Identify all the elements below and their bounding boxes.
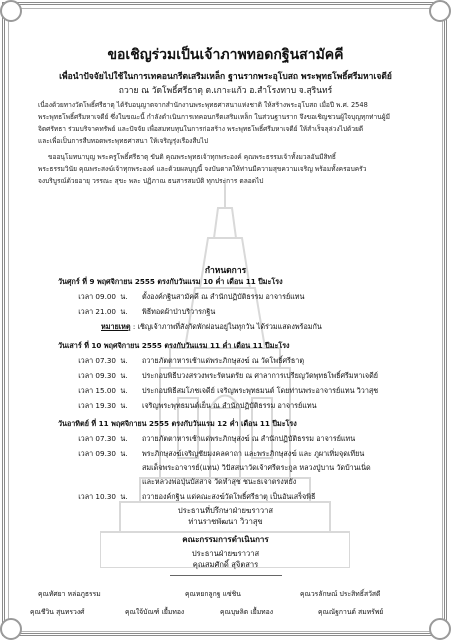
page-title: ขอเชิญร่วมเป็นเจ้าภาพทอดกฐินสามัคคี bbox=[107, 47, 344, 63]
schedule-unit: น. bbox=[120, 386, 128, 395]
schedule-time: เวลา 19.30 bbox=[78, 401, 116, 410]
schedule-row bbox=[76, 463, 371, 474]
signature-role: ประธานฝ่ายฆราวาส bbox=[191, 549, 260, 558]
signature-name: ท่านราชพัฒนา วิวาสุข bbox=[188, 517, 263, 526]
schedule-desc: ถวายภัตตาหารเช้าแด่พระภิกษุสงฆ์ ณ วัดโพธิ์ศรีธาตุ bbox=[142, 356, 305, 365]
corner-ornament bbox=[0, 618, 22, 640]
schedule-unit: น. bbox=[120, 434, 128, 443]
schedule-row bbox=[76, 434, 355, 445]
schedule-time: เวลา 07.30 bbox=[78, 356, 116, 365]
body-paragraph-line: พระพุทธโพธิ์ศรีมหาเจดีย์ ซึ่งในขณะนี้ กำลังดำเนินการเทคอนกรีตเสริมเหล็ก ในส่วนฐานราก จึงขอเชิญชวนผู้ใจบุญทุกท่านผู้มี bbox=[38, 113, 390, 121]
schedule-desc: ถวายภัตตาหารเช้าแด่พระภิกษุสงฆ์ ณ สำนักปฏิบัติธรรม อาจารย์แทน bbox=[142, 434, 356, 443]
schedule-time: เวลา 07.30 bbox=[78, 434, 116, 443]
schedule-note bbox=[101, 322, 322, 333]
day-heading: วันศุกร์ ที่ 9 พฤศจิกายน 2555 ตรงกับวันแรม 10 ค่ำ เดือน 11 ปีมะโรง bbox=[58, 277, 283, 286]
page-subtitle: เพื่อนำปัจจัยไปใช้ในการเทคอนกรีตเสริมเหล็ก ฐานรากพระอุโบสถ พระพุทธโพธิ์ศรีมหาเจดีย์ bbox=[59, 72, 392, 82]
committee-member: คุณใจ้บัณฑ์ เยื้มทอง bbox=[125, 608, 185, 616]
schedule-row bbox=[76, 449, 364, 460]
schedule-row bbox=[76, 401, 317, 412]
schedule-time: เวลา 09.30 bbox=[78, 449, 116, 458]
schedule-desc: สมเด็จพระอาจารย์(แทน) วิปัสสนาวัดเจ้าศรีตระกูล หลวงปู่บาน วัดบ้านเนิ่ด bbox=[142, 463, 371, 472]
schedule-heading: กำหนดการ bbox=[204, 266, 247, 276]
schedule-time: เวลา 15.00 bbox=[78, 386, 116, 395]
committee-member: คุณทัศยา หล่อภูธรรม bbox=[38, 590, 101, 598]
schedule-unit: น. bbox=[120, 492, 128, 501]
schedule-unit: น. bbox=[120, 356, 128, 365]
note-label: หมายเหตุ bbox=[101, 322, 131, 331]
day-heading: วันอาทิตย์ ที่ 11 พฤศจิกายน 2555 ตรงกับวันแรม 12 ค่ำ เดือน 11 ปีมะโรง bbox=[58, 419, 297, 428]
note-text: : เชิญเจ้าภาพที่สังกัดพักผ่อนอยู่ในทุกวัน ได้ร่วมแสดงพร้อมกัน bbox=[132, 322, 322, 331]
schedule-desc: และหลวงพ่อปุ่นบัสสาจ วัดหำสุช ชนะธเจาตรงหยัง bbox=[142, 477, 297, 486]
schedule-unit: น. bbox=[120, 307, 128, 316]
schedule-desc: ตั้งองค์กฐินสามัคคี ณ สำนักปฏิบัติธรรม อาจารย์แทน bbox=[142, 292, 305, 301]
schedule-row bbox=[76, 477, 296, 488]
body-paragraph-line: จิตศรัทธา ร่วมบริจาคทรัพย์ และปัจจัย เพื่อสมทบทุนในการก่อสร้าง พระพุทธโพธิ์ศรีมหาเจดีย์ ให้สำเร็จลุล่วงไปด้วยดี bbox=[38, 125, 364, 133]
schedule-row bbox=[76, 492, 315, 503]
schedule-desc: ประกอบพิธีบวงสรวงพระรัตนตรัย ณ ศาลาการเปรียญวัดพุทธโพธิ์ศรีมหาเจดีย์ bbox=[142, 371, 378, 380]
schedule-time: เวลา 09.30 bbox=[78, 371, 116, 380]
committee-member: คุณณัฐกานต์ สมทรัพย์ bbox=[318, 608, 384, 616]
committee-member: คุณชีวิน สุนทรวงศ์ bbox=[30, 608, 85, 616]
schedule-row bbox=[76, 356, 304, 367]
committee-member: คุณหยกลูกฐ แซ่ชิน bbox=[185, 590, 241, 598]
divider bbox=[170, 575, 282, 576]
schedule-unit: น. bbox=[120, 371, 128, 380]
location-line: ถวาย ณ วัดโพธิ์ศรีธาตุ ต.เกาะแก้ว อ.สำโรงทาบ จ.สุรินทร์ bbox=[118, 86, 333, 96]
body-paragraph-line: เนื่องด้วยทางวัดโพธิ์ศรีธาตุ ได้รับอนุญาตจากสำนักงานพระพุทธศาสนาแห่งชาติ ให้สร้างพระอุโบสถ เมื่อปี พ.ศ. 2548 bbox=[38, 101, 368, 109]
schedule-desc: พิธีทอดผ้าป่าบริวารกฐิน bbox=[142, 307, 216, 316]
schedule-row bbox=[76, 386, 378, 397]
schedule-desc: พระภิกษุสงฆ์เจริญชัยมงคลคาถา และพระภิกษุสงฆ์ และ ภูผาเทิ่มจุดเทียน bbox=[142, 449, 365, 458]
schedule-desc: ประกอบพิธีสมโภชเจดีย์ เจริญพระพุทธมนต์ โดยท่านพระอาจารย์แทน วิวาสุช bbox=[142, 386, 379, 395]
schedule-row bbox=[76, 292, 304, 303]
day-heading: วันเสาร์ ที่ 10 พฤศจิกายน 2555 ตรงกับวันแรม 11 ค่ำ เดือน 11 ปีมะโรง bbox=[58, 341, 290, 350]
committee-member: คุณบุษลิต เยื้มทอง bbox=[220, 608, 274, 616]
signature-name: คุณสมศักดิ์ สุจิตสาร bbox=[192, 560, 259, 569]
schedule-time: เวลา 10.30 bbox=[78, 492, 116, 501]
body-paragraph-line: ขออนุโมทนาบุญ พระครูโพธิ์ศรีธาตุ ขันติ คุณพระพุทธเจ้าทุกพระองค์ คุณพระธรรมเจ้าทั้งมวลอันมีสิทธิ์ bbox=[48, 153, 336, 161]
body-paragraph-line: จงบริบูรณ์ด้วยอายุ วรรณะ สุขะ พละ ปฏิภาณ ธนสารสมบัติ ทุกประการ ตลอดไป bbox=[38, 177, 264, 185]
schedule-row bbox=[76, 371, 378, 382]
schedule-unit: น. bbox=[120, 449, 128, 458]
schedule-time: เวลา 09.00 bbox=[78, 292, 116, 301]
corner-ornament bbox=[429, 618, 451, 640]
body-paragraph-line: และเพื่อเป็นการสืบทอดพระพุทธศาสนา ให้เจริญรุ่งเรืองสืบไป bbox=[38, 137, 209, 145]
corner-ornament bbox=[429, 0, 451, 22]
committee-member: คุณวรลักษณ์ ประสิทธิ์สวัสดี bbox=[300, 590, 381, 598]
schedule-unit: น. bbox=[120, 401, 128, 410]
body-paragraph-line: พระธรรมวินัย คุณพระสงฆ์เจ้าทุกพระองค์ และด้วยผลบุญนี้ จงบันดาลให้ท่านมีความสุขความเจริญ พร้อมทั้งครอบครัว bbox=[38, 165, 367, 173]
signature-role: ประธานที่ปรึกษาฝ่ายฆราวาส bbox=[177, 506, 274, 515]
schedule-desc: ถวายองค์กฐิน แด่คณะสงฆ์วัดโพธิ์ศรีธาตุ เป็นอันเสร็จพิธี bbox=[142, 492, 316, 501]
schedule-time: เวลา 21.00 bbox=[78, 307, 116, 316]
schedule-desc: เจริญพระพุทธมนต์เย็น ณ สำนักปฏิบัติธรรม อาจารย์แทน bbox=[142, 401, 317, 410]
schedule-row bbox=[76, 307, 215, 318]
corner-ornament bbox=[0, 0, 22, 22]
committee-heading: คณะกรรมการดำเนินการ bbox=[182, 535, 269, 544]
schedule-unit: น. bbox=[120, 292, 128, 301]
